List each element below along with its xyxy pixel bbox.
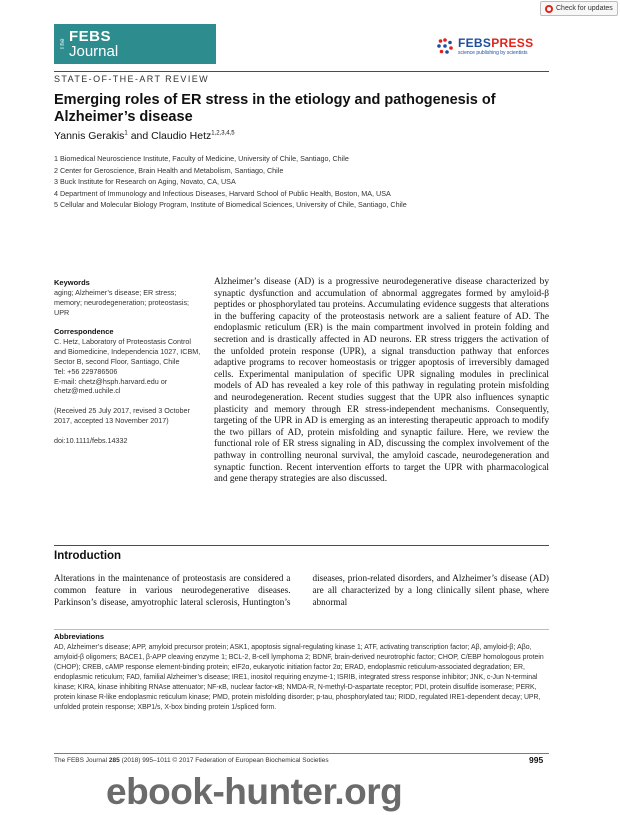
affiliation-item: 5 Cellular and Molecular Biology Program, Institute of Biomedical Sciences, University of Chile, Santiago, Chile [54,200,407,209]
affiliation-item: 3 Buck Institute for Research on Aging, Novato, CA, USA [54,177,236,186]
press-name [458,36,533,50]
article-type-label: STATE-OF-THE-ART REVIEW [54,74,210,84]
affiliation-item: 1 Biomedical Neuroscience Institute, Faculty of Medicine, University of Chile, Santiago, Chile [54,154,349,163]
page-number: 995 [529,755,544,765]
author-name: Claudio Hetz [151,130,212,142]
febs-press-dots-icon [436,37,454,55]
introduction-heading: Introduction [54,550,122,562]
journal-logo-the: The [60,38,66,50]
febs-press-logo [436,36,533,56]
article-sidebar [54,278,204,446]
press-name-febs: FEBS [458,36,492,50]
affiliation-item: 4 Department of Immunology and Infectious Diseases, Harvard School of Public Health, Boston, MA, USA [54,188,391,198]
correspondence-heading: Correspondence [54,327,114,337]
correspondence-address: C. Hetz, Laboratory of Proteostasis Control and Biomedicine, Independencia 1027, ICBM, Sector B, second Floor, Santiago, Chile [54,337,201,366]
keywords-heading: Keywords [54,278,90,287]
author-joiner: and [130,130,149,142]
footer-copyright: (2018) 995–1011 © 2017 Federation of European Biochemical Societies [121,757,329,764]
footer-divider [54,753,549,754]
received-dates: (Received 25 July 2017, revised 3 October 2017, accepted 13 November 2017) [54,406,190,425]
abbreviations-heading: Abbreviations [54,632,105,641]
abbreviations-divider [54,629,549,630]
check-for-updates-button[interactable] [540,1,618,16]
introduction-text: Alterations in the maintenance of proteostasis are considered a common feature in various neurodegenerative diseases. Parkinson’s disease, amyotrophic lateral sclerosis, Huntington’s diseases, prion-related disorders, and Alzheimer’s disease (AD) are all characterized by a long clinically silent phase, where abnormal [54,573,549,607]
abbreviations-text: AD, Alzheimer’s disease; APP, amyloid precursor protein; ASK1, apoptosis signal-regulating kinase 1; ATF, activating transcription factor; Aβ, amyloid-β; Aβo, amyloid-β oligomers; BACE1, β-APP cleaving enzyme 1; BCL-2, B-cell lymphoma 2; BDNF, brain-derived neurotrophic factor; CHOP, C/EBP homologous protein (CHOP); CREB, cAMP response element-binding protein; eIF2α, eukaryotic initiation factor 2α; ERAD, endoplasmic reticulum-associated degradation; ER, endoplasmic reticulum; FAD, familial Alzheimer’s disease; IRE1, inositol requiring enzyme-1; ISRIB, integrated stress response inhibitor; JNK, c-Jun N-terminal kinase; KIRA, kinase inhibiting RNAse attenuator; NF-κB, nuclear factor-κB; NMDA-R, N-methyl-D-aspartate receptor; PDI, protein disulfide isomerase; PERK, protein kinase R-like endoplasmic reticulum kinase; PMD, protein misfolding disorder; p-tau, phosphorylated tau; RIDD, regulated IRE1-dependent decay; UPR, unfolded protein response; XBP1/s, X-box binding protein 1/spliced form. [54,644,544,711]
correspondence-tel: Tel: +56 229786506 [54,366,118,376]
footer-volume: 285 [108,757,120,764]
article-title: Emerging roles of ER stress in the etiology and pathogenesis of Alzheimer’s disease [54,92,496,125]
introduction-divider [54,545,549,546]
journal-logo-journal: Journal [69,43,119,60]
press-name-press: PRESS [491,36,534,50]
affiliation-list [54,153,554,211]
author-affiliation-sup: 1,2,3,4,5 [211,130,235,137]
crossmark-icon [545,5,553,13]
header-divider [54,71,549,72]
correspondence-email: E-mail: chetz@hsph.harvard.edu or chetz@med.uchile.cl [54,376,168,396]
journal-logo-febs: FEBS [69,28,112,45]
author-affiliation-sup: 1 [124,130,128,137]
journal-logo [54,24,216,64]
abstract-text: Alzheimer’s disease (AD) is a progressive neurodegenerative disease characterized by synaptic dysfunction and accumulation of abnormal aggregates formed by amyloid-β peptides or phosphorylated tau proteins. Accumulating evidence suggests that alterations in the buffering capacity of the proteostasis network are a salient feature of AD. The endoplasmic reticulum (ER) is the main compartment involved in protein folding and secretion and is drastically affected in AD neurons. ER stress triggers the activation of the unfolded protein response (UPR), a signal transduction pathway that enforces adaptive programs to recover homeostasis or trigger apoptosis of irreversibly damaged cells. Experimental manipulation of specific UPR signaling modules in preclinical models of AD has revealed a key role of this pathway in regulating protein misfolding and neurodegeneration. Recent studies suggest that the UPR also influences synaptic plasticity and memory through ER stress-independent mechanisms. Consequently, targeting of the UPR in AD is emerging as an interesting therapeutic approach to modify the two pillars of AD, protein misfolding and synaptic failure. Here, we review the functional role of ER stress signaling in AD, discussing the complex involvement of the pathway in controlling neuronal survival, the amyloid cascade, neurodegeneration and synaptic function. Recent intervention efforts to target the UPR with pharmacological and gene therapy strategies are also discussed. [214,277,549,485]
check-updates-label: Check for updates [556,5,613,12]
press-tagline: science publishing by scientists [458,50,528,56]
footer-journal: The FEBS Journal [54,757,108,764]
footer-citation [54,757,329,764]
affiliation-item: 2 Center for Geroscience, Brain Health and Metabolism, Santiago, Chile [54,165,284,175]
doi-text: doi:10.1111/febs.14332 [54,435,128,445]
keywords-text: aging; Alzheimer’s disease; ER stress; memory; neurodegeneration; proteostasis; UPR [54,288,190,317]
author-list [54,130,235,142]
author-name: Yannis Gerakis [54,130,125,142]
watermark: ebook-hunter.org [106,771,403,812]
